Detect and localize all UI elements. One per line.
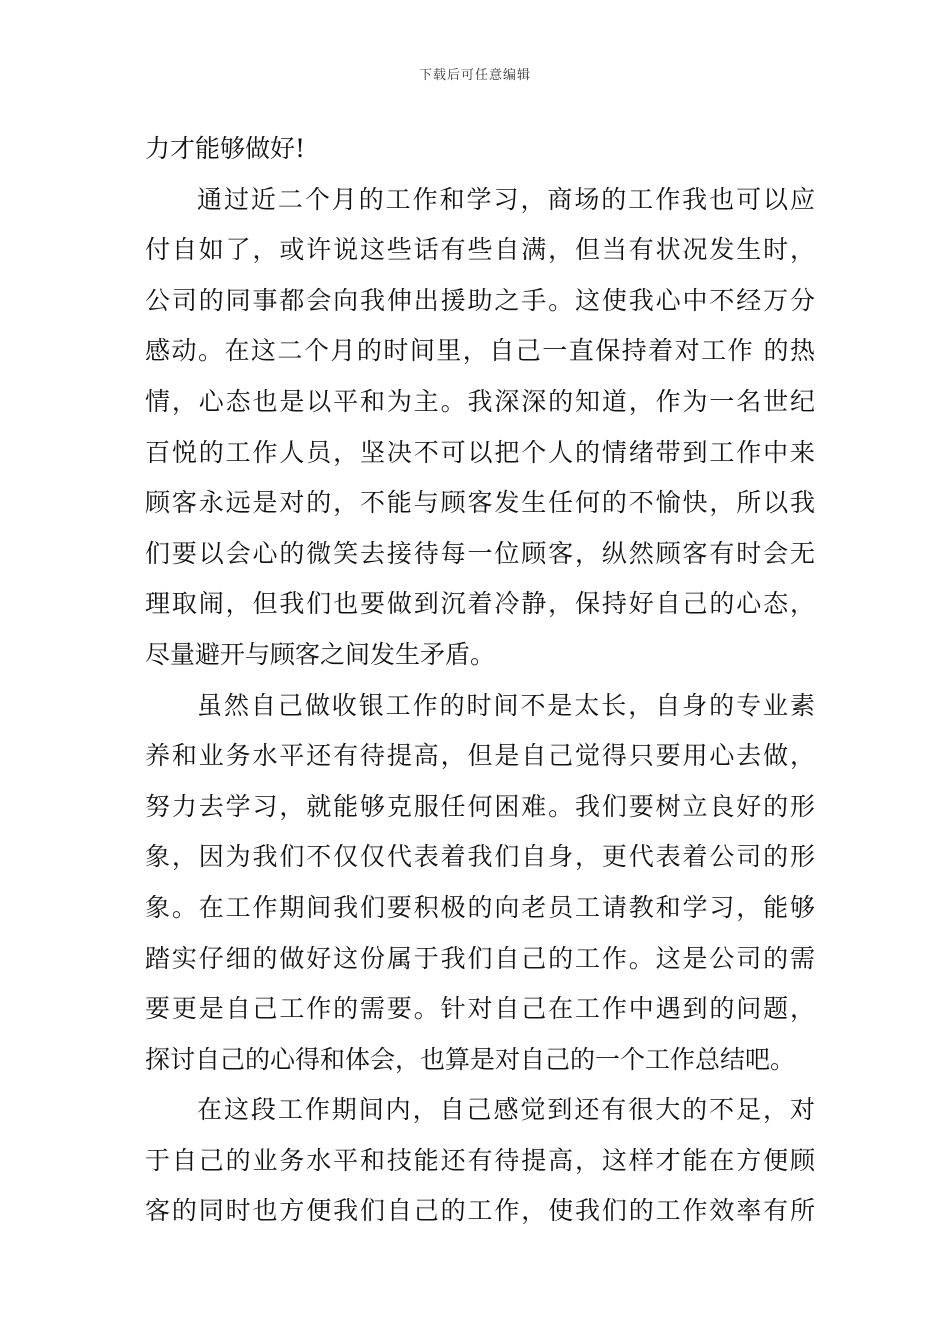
text-line: 付自如了，或许说这些话有些自满，但当有状况发生时， xyxy=(145,235,815,265)
text-line: 客的同时也方便我们自己的工作，使我们的工作效率有所 xyxy=(145,1196,815,1226)
text-line: 理取闹，但我们也要做到沉着冷静，保持好自己的心态， xyxy=(145,589,815,619)
document-body xyxy=(145,124,815,1237)
text-line: 顾客永远是对的，不能与顾客发生任何的不愉快，所以我 xyxy=(145,488,815,518)
page-header: 下载后可任意编辑 xyxy=(418,68,531,83)
text-line: 虽然自己做收银工作的时间不是太长，自身的专业素 xyxy=(197,690,815,720)
text-line: 探讨自己的心得和体会，也算是对自己的一个工作总结吧。 xyxy=(145,1044,796,1074)
text-line: 公司的同事都会向我伸出援助之手。这使我心中不经万分 xyxy=(145,285,815,315)
text-line: 于自己的业务水平和技能还有待提高，这样才能在方便顾 xyxy=(145,1145,815,1175)
text-line: 感动。在这二个月的时间里，自己一直保持着对工作 的热 xyxy=(145,336,815,366)
text-line: 象，因为我们不仅仅代表着我们自身，更代表着公司的形 xyxy=(145,842,815,872)
text-line: 努力去学习，就能够克服任何困难。我们要树立良好的形 xyxy=(145,791,815,821)
text-line: 尽量避开与顾客之间发生矛盾。 xyxy=(145,639,496,669)
text-line: 踏实仔细的做好这份属于我们自己的工作。这是公司的需 xyxy=(145,943,815,973)
text-line: 要更是自己工作的需要。针对自己在工作中遇到的问题， xyxy=(145,994,815,1024)
text-line: 力才能够做好! xyxy=(145,134,306,163)
text-line: 情，心态也是以平和为主。我深深的知道，作为一名世纪 xyxy=(145,386,815,416)
text-line: 养和业务水平还有待提高，但是自己觉得只要用心去做， xyxy=(145,741,815,771)
text-line: 在这段工作期间内，自己感觉到还有很大的不足，对 xyxy=(197,1095,815,1125)
text-line: 通过近二个月的工作和学习，商场的工作我也可以应 xyxy=(197,184,815,214)
text-line: 们要以会心的微笑去接待每一位顾客，纵然顾客有时会无 xyxy=(145,538,815,568)
text-line: 百悦的工作人员，坚决不可以把个人的情绪带到工作中来 xyxy=(145,437,815,467)
text-line: 象。在工作期间我们要积极的向老员工请教和学习，能够 xyxy=(145,892,815,922)
